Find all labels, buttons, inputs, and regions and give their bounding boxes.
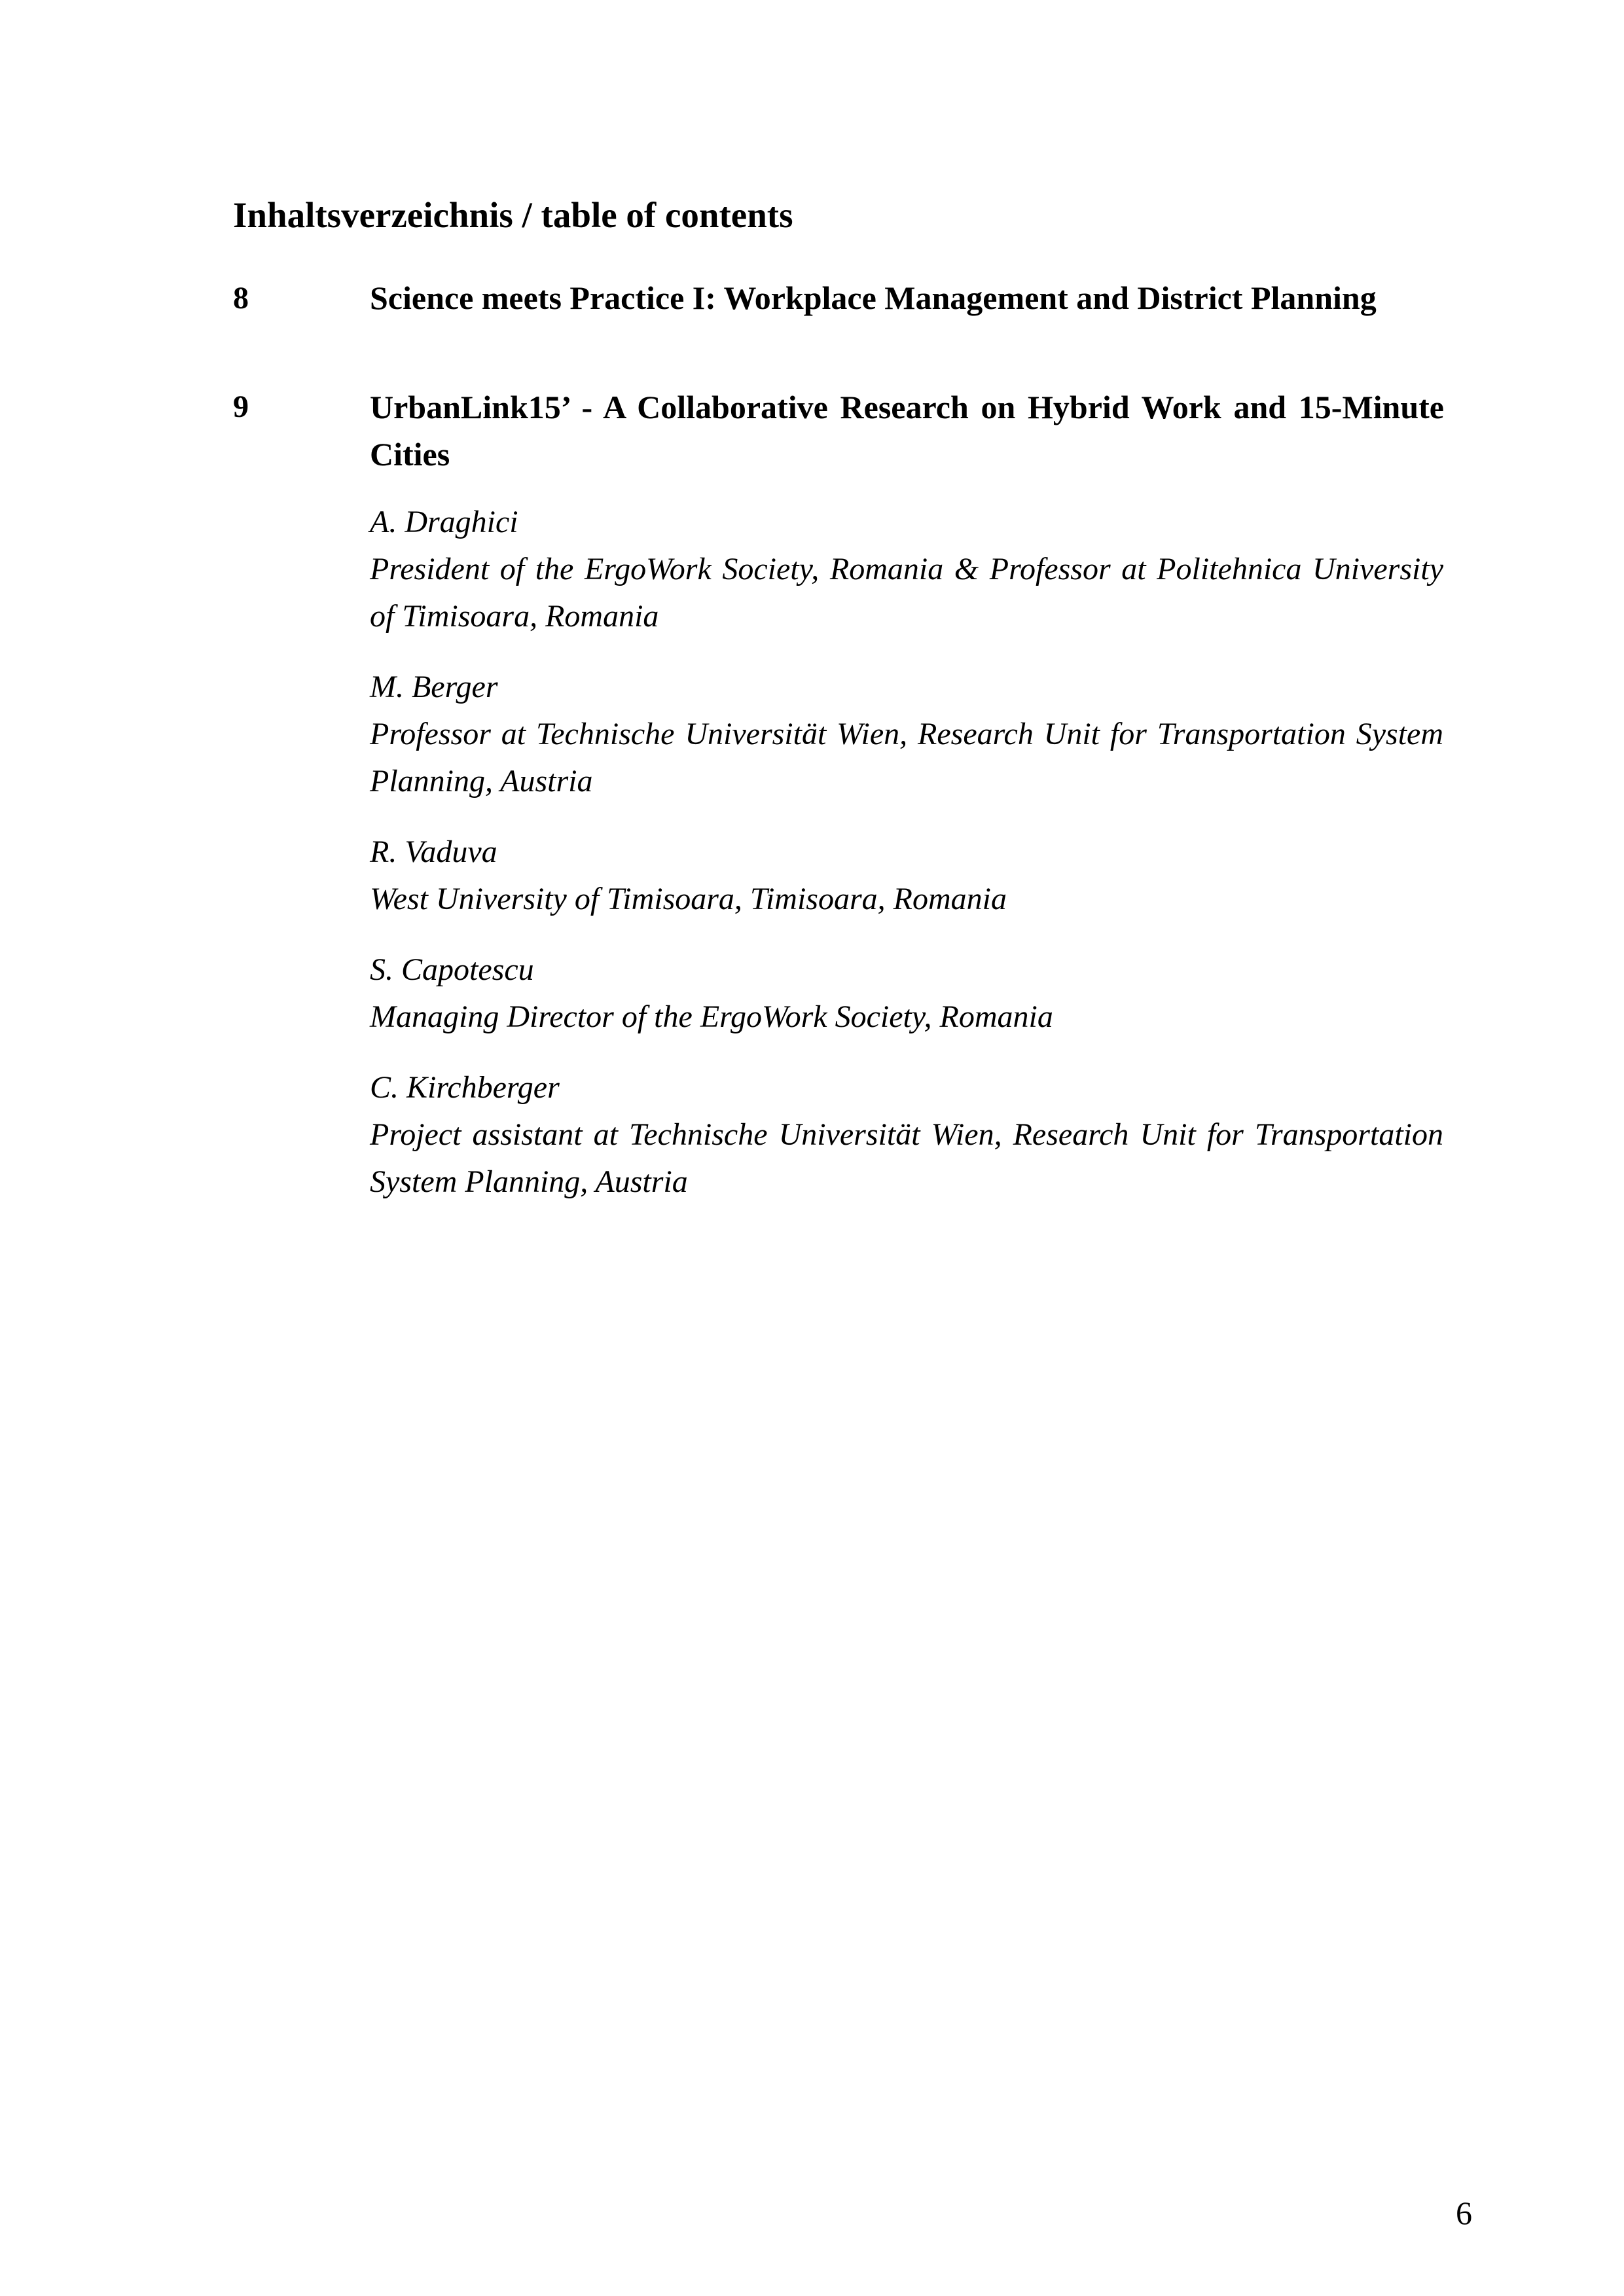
toc-heading: Inhaltsverzeichnis / table of contents — [233, 195, 793, 235]
author-entry — [370, 1064, 1443, 1206]
toc-entry-number: 8 — [233, 281, 249, 315]
author-affiliation: West University of Timisoara, Timisoara, Romania — [370, 882, 1007, 916]
toc-entry — [233, 278, 1444, 319]
author-entry — [370, 664, 1443, 805]
author-name: S. Capotescu — [370, 952, 534, 987]
author-affiliation: President of the ErgoWork Society, Romania & Professor at Politehnica University of Timisoara, Romania — [370, 552, 1443, 634]
author-affiliation: Project assistant at Technische Universität Wien, Research Unit for Transportation System Planning, Austria — [370, 1117, 1443, 1199]
page-number: 6 — [1456, 2195, 1472, 2231]
author-name: C. Kirchberger — [370, 1070, 560, 1105]
toc-entry — [233, 384, 1444, 478]
author-name: M. Berger — [370, 670, 498, 704]
toc-entry-title: Science meets Practice I: Workplace Management and District Planning — [370, 279, 1377, 316]
author-list — [370, 499, 1443, 1229]
author-name: A. Draghici — [370, 505, 518, 539]
author-affiliation: Professor at Technische Universität Wien, Research Unit for Transportation System Planning, Austria — [370, 717, 1443, 798]
toc-entry-title: UrbanLink15’ - A Collaborative Research on Hybrid Work and 15-Minute Cities — [370, 389, 1444, 473]
author-entry — [370, 499, 1443, 640]
author-entry — [370, 946, 1443, 1041]
author-affiliation: Managing Director of the ErgoWork Society, Romania — [370, 999, 1053, 1034]
author-name: R. Vaduva — [370, 834, 497, 869]
toc-entry-number: 9 — [233, 389, 249, 424]
author-entry — [370, 829, 1443, 923]
